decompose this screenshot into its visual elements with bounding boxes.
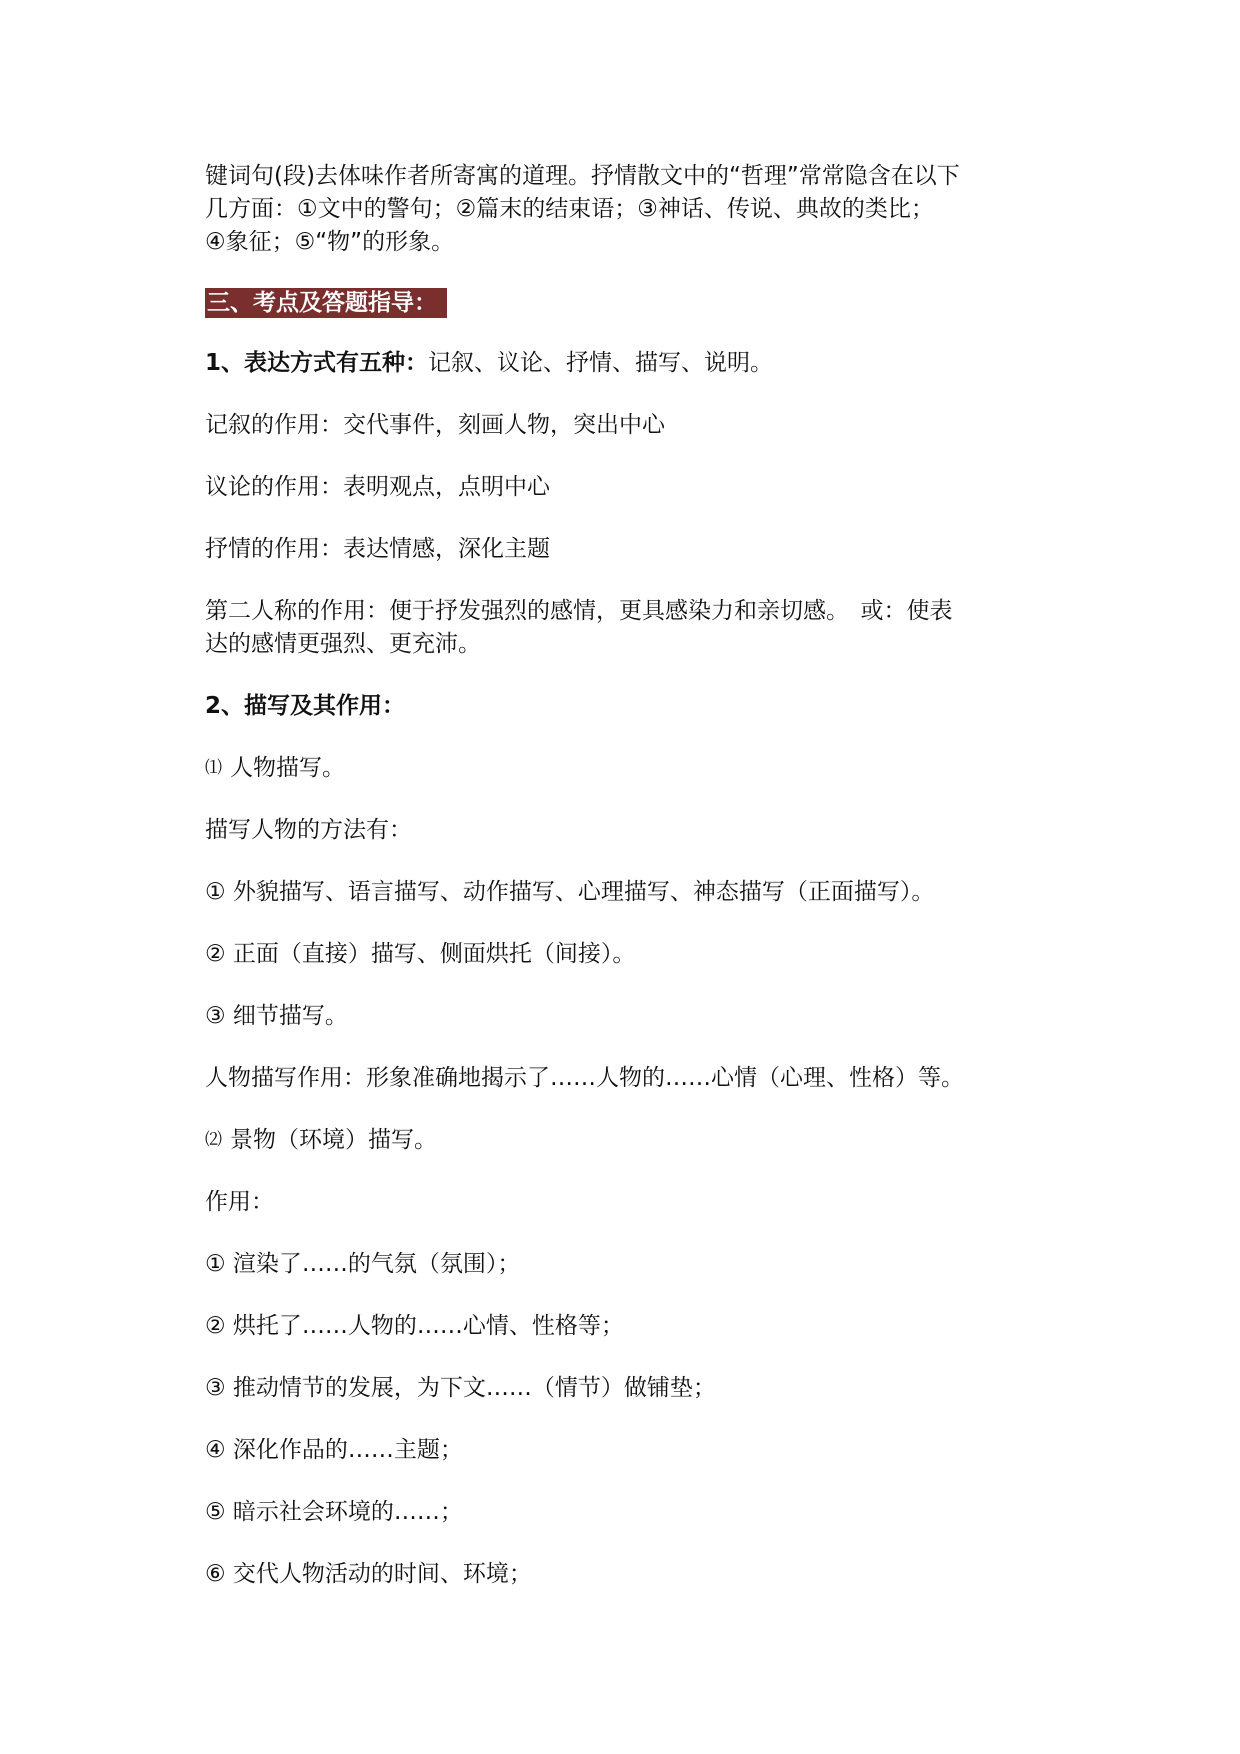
effect-intro: 作用： xyxy=(205,1189,274,1215)
sub-2-heading xyxy=(205,1124,1045,1157)
point-1-line xyxy=(205,347,1045,380)
methods-intro: 描写人物的方法有： xyxy=(205,817,412,843)
intro-line-3: ④象征；⑤“物”的形象。 xyxy=(205,229,455,255)
narrative-effect: 记叙的作用：交代事件，刻画人物，突出中心 xyxy=(205,412,665,438)
effect-item-5: ⑤ 暗示社会环境的……； xyxy=(205,1499,463,1525)
effect-item-1: ① 渲染了……的气氛（氛围）； xyxy=(205,1251,521,1277)
point-1-title: 1、表达方式有五种： xyxy=(205,350,429,376)
sub-2-label: 景物（环境）描写。 xyxy=(230,1127,437,1153)
effect-item-6: ⑥ 交代人物活动的时间、环境； xyxy=(205,1561,532,1587)
sub-1-label: 人物描写。 xyxy=(230,755,345,781)
sub-1-number: ⑴ xyxy=(205,758,222,778)
second-person-line-1: 第二人称的作用：便于抒发强烈的感情，更具感染力和亲切感。 或：使表 xyxy=(205,598,953,624)
argument-effect: 议论的作用：表明观点，点明中心 xyxy=(205,474,550,500)
sub-1-heading xyxy=(205,752,1045,785)
intro-line-2: 几方面：①文中的警句；②篇末的结束语；③神话、传说、典故的类比； xyxy=(205,196,934,222)
effect-item-4: ④ 深化作品的……主题； xyxy=(205,1437,463,1463)
second-person-paragraph xyxy=(205,595,1045,661)
character-description-effect: 人物描写作用：形象准确地揭示了……人物的……心情（心理、性格）等。 xyxy=(205,1065,964,1091)
method-item-3: ③ 细节描写。 xyxy=(205,1003,348,1029)
point-2-title: 2、描写及其作用： xyxy=(205,693,406,719)
method-item-1: ① 外貌描写、语言描写、动作描写、心理描写、神态描写（正面描写）。 xyxy=(205,879,935,905)
section-3-heading: 三、考点及答题指导： xyxy=(205,288,447,318)
lyric-effect: 抒情的作用：表达情感，深化主题 xyxy=(205,536,550,562)
section-heading-row xyxy=(205,288,1045,318)
page-content xyxy=(205,160,1045,1591)
intro-line-1: 键词句(段)去体味作者所寄寓的道理。抒情散文中的“哲理”常常隐含在以下 xyxy=(205,163,960,189)
point-1-rest: 记叙、议论、抒情、描写、说明。 xyxy=(428,350,774,376)
method-item-2: ② 正面（直接）描写、侧面烘托（间接）。 xyxy=(205,941,636,967)
second-person-line-2: 达的感情更强烈、更充沛。 xyxy=(205,631,481,657)
effect-item-2: ② 烘托了……人物的……心情、性格等； xyxy=(205,1313,624,1339)
effect-item-3: ③ 推动情节的发展，为下文……（情节）做铺垫； xyxy=(205,1375,716,1401)
sub-2-number: ⑵ xyxy=(205,1130,222,1150)
